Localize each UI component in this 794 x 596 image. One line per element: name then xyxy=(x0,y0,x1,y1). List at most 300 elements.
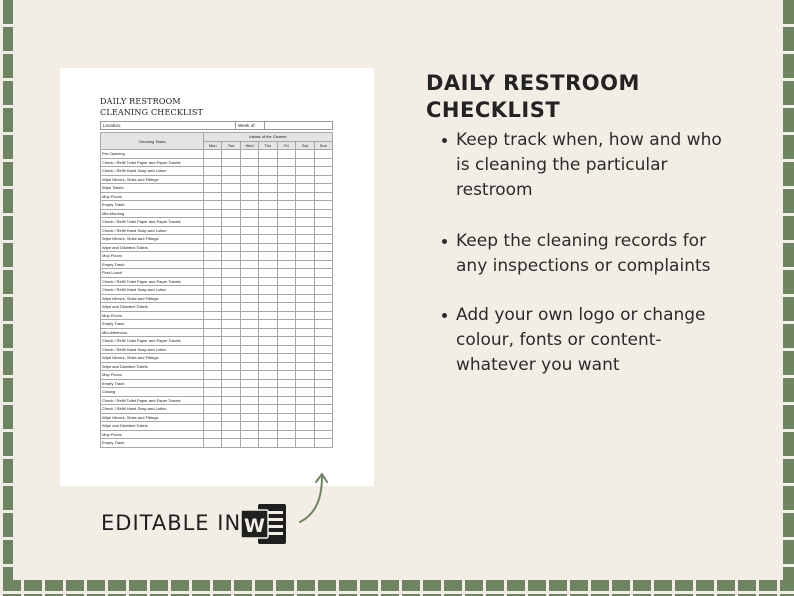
initials-cell[interactable] xyxy=(240,167,258,176)
initials-cell[interactable] xyxy=(259,235,277,244)
initials-cell[interactable] xyxy=(314,345,332,354)
task-label: Mop Floors xyxy=(101,252,204,261)
location-field xyxy=(155,122,235,129)
initials-cell[interactable] xyxy=(240,379,258,388)
initials-cell[interactable] xyxy=(296,226,314,235)
initials-cell[interactable] xyxy=(240,396,258,405)
initials-cell[interactable] xyxy=(222,158,240,167)
section-label: Mid-Afternoon xyxy=(101,328,204,337)
task-row xyxy=(101,201,333,210)
initials-cell[interactable] xyxy=(314,422,332,431)
feature-list xyxy=(440,128,740,378)
initials-cell[interactable] xyxy=(259,175,277,184)
initials-cell[interactable] xyxy=(259,150,277,159)
initials-cell[interactable] xyxy=(296,192,314,201)
initials-cell[interactable] xyxy=(204,311,222,320)
initials-cell[interactable] xyxy=(296,320,314,329)
initials-cell[interactable] xyxy=(259,192,277,201)
initials-cell[interactable] xyxy=(314,201,332,210)
task-row xyxy=(101,430,333,439)
initials-cell[interactable] xyxy=(222,371,240,380)
initials-cell[interactable] xyxy=(296,337,314,346)
task-row xyxy=(101,320,333,329)
initials-cell[interactable] xyxy=(259,218,277,227)
initials-cell[interactable] xyxy=(314,439,332,448)
initials-cell[interactable] xyxy=(222,184,240,193)
initials-cell[interactable] xyxy=(296,260,314,269)
initials-cell[interactable] xyxy=(204,192,222,201)
task-row xyxy=(101,294,333,303)
initials-cell[interactable] xyxy=(296,209,314,218)
initials-cell[interactable] xyxy=(296,303,314,312)
task-label: Wipe and Disinfect Toilets xyxy=(101,422,204,431)
initials-cell[interactable] xyxy=(296,311,314,320)
initials-cell[interactable] xyxy=(204,184,222,193)
initials-cell[interactable] xyxy=(314,379,332,388)
initials-cell[interactable] xyxy=(222,388,240,397)
task-row xyxy=(101,362,333,371)
initials-cell[interactable] xyxy=(259,252,277,261)
initials-cell[interactable] xyxy=(240,320,258,329)
initials-cell[interactable] xyxy=(277,243,295,252)
initials-cell[interactable] xyxy=(277,201,295,210)
initials-cell[interactable] xyxy=(204,303,222,312)
initials-cell[interactable] xyxy=(277,311,295,320)
initials-cell[interactable] xyxy=(277,303,295,312)
initials-cell[interactable] xyxy=(222,439,240,448)
initials-cell[interactable] xyxy=(240,405,258,414)
initials-cell[interactable] xyxy=(222,405,240,414)
initials-cell[interactable] xyxy=(222,337,240,346)
initials-cell[interactable] xyxy=(222,379,240,388)
initials-cell[interactable] xyxy=(314,354,332,363)
initials-cell[interactable] xyxy=(314,252,332,261)
initials-cell[interactable] xyxy=(222,345,240,354)
initials-cell[interactable] xyxy=(314,371,332,380)
initials-cell[interactable] xyxy=(277,413,295,422)
initials-cell[interactable] xyxy=(259,311,277,320)
initials-cell[interactable] xyxy=(259,430,277,439)
initials-cell[interactable] xyxy=(222,175,240,184)
initials-cell[interactable] xyxy=(296,328,314,337)
initials-cell[interactable] xyxy=(222,243,240,252)
initials-cell[interactable] xyxy=(204,362,222,371)
initials-cell[interactable] xyxy=(240,158,258,167)
week-field xyxy=(265,122,332,129)
initials-cell[interactable] xyxy=(277,371,295,380)
initials-cell[interactable] xyxy=(277,226,295,235)
initials-cell[interactable] xyxy=(222,286,240,295)
initials-cell[interactable] xyxy=(204,320,222,329)
initials-cell[interactable] xyxy=(314,192,332,201)
initials-cell[interactable] xyxy=(277,158,295,167)
initials-cell[interactable] xyxy=(277,269,295,278)
initials-cell[interactable] xyxy=(277,388,295,397)
initials-cell[interactable] xyxy=(296,218,314,227)
initials-cell[interactable] xyxy=(314,320,332,329)
initials-cell[interactable] xyxy=(240,354,258,363)
initials-cell[interactable] xyxy=(259,362,277,371)
initials-cell[interactable] xyxy=(240,218,258,227)
bullet-icon xyxy=(442,239,447,244)
initials-cell[interactable] xyxy=(296,243,314,252)
initials-cell[interactable] xyxy=(296,362,314,371)
initials-cell[interactable] xyxy=(204,379,222,388)
section-row xyxy=(101,328,333,337)
initials-cell[interactable] xyxy=(222,252,240,261)
initials-cell[interactable] xyxy=(240,371,258,380)
initials-cell[interactable] xyxy=(204,294,222,303)
initials-cell[interactable] xyxy=(204,286,222,295)
initials-cell[interactable] xyxy=(259,158,277,167)
initials-cell[interactable] xyxy=(204,396,222,405)
initials-cell[interactable] xyxy=(314,150,332,159)
initials-cell[interactable] xyxy=(296,345,314,354)
initials-cell[interactable] xyxy=(240,337,258,346)
initials-cell[interactable] xyxy=(277,345,295,354)
initials-cell[interactable] xyxy=(259,209,277,218)
initials-cell[interactable] xyxy=(204,235,222,244)
initials-cell[interactable] xyxy=(240,303,258,312)
task-row xyxy=(101,192,333,201)
initials-cell[interactable] xyxy=(277,362,295,371)
initials-cell[interactable] xyxy=(277,396,295,405)
task-label: Empty Trash xyxy=(101,379,204,388)
initials-cell[interactable] xyxy=(259,328,277,337)
initials-cell[interactable] xyxy=(204,337,222,346)
initials-cell[interactable] xyxy=(277,175,295,184)
initials-cell[interactable] xyxy=(240,345,258,354)
initials-cell[interactable] xyxy=(204,158,222,167)
initials-cell[interactable] xyxy=(204,345,222,354)
initials-cell[interactable] xyxy=(204,167,222,176)
initials-cell[interactable] xyxy=(259,379,277,388)
initials-cell[interactable] xyxy=(314,260,332,269)
initials-cell[interactable] xyxy=(222,277,240,286)
initials-cell[interactable] xyxy=(277,337,295,346)
section-row xyxy=(101,209,333,218)
initials-cell[interactable] xyxy=(259,345,277,354)
initials-cell[interactable] xyxy=(259,396,277,405)
task-label: Empty Trash xyxy=(101,439,204,448)
task-label: Wipe Toilets xyxy=(101,184,204,193)
initials-cell[interactable] xyxy=(314,175,332,184)
initials-cell[interactable] xyxy=(240,201,258,210)
initials-cell[interactable] xyxy=(296,277,314,286)
initials-cell[interactable] xyxy=(240,362,258,371)
initials-cell[interactable] xyxy=(296,175,314,184)
initials-cell[interactable] xyxy=(259,226,277,235)
initials-cell[interactable] xyxy=(222,303,240,312)
initials-cell[interactable] xyxy=(240,175,258,184)
initials-cell[interactable] xyxy=(296,150,314,159)
day-header: Mon xyxy=(204,141,222,150)
initials-cell[interactable] xyxy=(204,413,222,422)
initials-cell[interactable] xyxy=(222,396,240,405)
initials-cell[interactable] xyxy=(204,354,222,363)
initials-cell[interactable] xyxy=(204,175,222,184)
initials-cell[interactable] xyxy=(296,388,314,397)
feature-item xyxy=(440,303,740,378)
initials-cell[interactable] xyxy=(204,439,222,448)
initials-cell[interactable] xyxy=(314,209,332,218)
initials-cell[interactable] xyxy=(204,388,222,397)
tasks-header: Cleaning Tasks xyxy=(101,133,204,150)
initials-cell[interactable] xyxy=(222,294,240,303)
initials-cell[interactable] xyxy=(222,226,240,235)
initials-cell[interactable] xyxy=(222,167,240,176)
initials-cell[interactable] xyxy=(240,328,258,337)
initials-cell[interactable] xyxy=(296,413,314,422)
initials-cell[interactable] xyxy=(314,243,332,252)
initials-cell[interactable] xyxy=(204,218,222,227)
initials-cell[interactable] xyxy=(296,354,314,363)
initials-cell[interactable] xyxy=(314,158,332,167)
initials-cell[interactable] xyxy=(222,422,240,431)
day-header: Sun xyxy=(314,141,332,150)
initials-cell[interactable] xyxy=(277,235,295,244)
section-row xyxy=(101,269,333,278)
initials-cell[interactable] xyxy=(204,201,222,210)
initials-cell[interactable] xyxy=(296,184,314,193)
task-row xyxy=(101,439,333,448)
initials-cell[interactable] xyxy=(204,260,222,269)
initials-cell[interactable] xyxy=(296,439,314,448)
initials-cell[interactable] xyxy=(240,184,258,193)
task-row xyxy=(101,235,333,244)
bullet-icon xyxy=(442,313,447,318)
task-label: Wipe Mirrors, Sinks and Fittings xyxy=(101,235,204,244)
initials-cell[interactable] xyxy=(296,286,314,295)
feature-text: Add your own logo or change colour, fonts or content- whatever you want xyxy=(456,305,706,375)
initials-cell[interactable] xyxy=(222,260,240,269)
task-label: Check / Refill Hand Soap and Lotion xyxy=(101,286,204,295)
initials-cell[interactable] xyxy=(222,362,240,371)
initials-cell[interactable] xyxy=(222,209,240,218)
initials-cell[interactable] xyxy=(240,260,258,269)
initials-cell[interactable] xyxy=(314,184,332,193)
initials-cell[interactable] xyxy=(277,320,295,329)
task-label: Wipe and Disinfect Toilets xyxy=(101,243,204,252)
initials-cell[interactable] xyxy=(296,422,314,431)
initials-cell[interactable] xyxy=(204,150,222,159)
initials-cell[interactable] xyxy=(277,294,295,303)
initials-cell[interactable] xyxy=(222,354,240,363)
initials-cell[interactable] xyxy=(314,388,332,397)
initials-cell[interactable] xyxy=(259,354,277,363)
initials-cell[interactable] xyxy=(240,388,258,397)
initials-cell[interactable] xyxy=(314,167,332,176)
initials-cell[interactable] xyxy=(277,167,295,176)
initials-cell[interactable] xyxy=(240,439,258,448)
initials-cell[interactable] xyxy=(296,235,314,244)
initials-cell[interactable] xyxy=(314,286,332,295)
task-row xyxy=(101,158,333,167)
initials-cell[interactable] xyxy=(259,320,277,329)
task-label: Mop Floors xyxy=(101,192,204,201)
checklist-table xyxy=(100,132,333,448)
task-label: Wipe Mirrors, Sinks and Fittings xyxy=(101,175,204,184)
initials-cell[interactable] xyxy=(314,430,332,439)
initials-cell[interactable] xyxy=(314,362,332,371)
task-label: Check / Refill Toilet Paper and Paper Towels xyxy=(101,337,204,346)
initials-cell[interactable] xyxy=(240,269,258,278)
initials-cell[interactable] xyxy=(240,235,258,244)
initials-cell[interactable] xyxy=(259,337,277,346)
initials-cell[interactable] xyxy=(222,269,240,278)
initials-cell[interactable] xyxy=(277,439,295,448)
initials-cell[interactable] xyxy=(222,320,240,329)
initials-cell[interactable] xyxy=(222,192,240,201)
initials-cell[interactable] xyxy=(259,277,277,286)
initials-cell[interactable] xyxy=(277,354,295,363)
initials-cell[interactable] xyxy=(296,405,314,414)
task-row xyxy=(101,311,333,320)
initials-cell[interactable] xyxy=(259,388,277,397)
initials-cell[interactable] xyxy=(296,430,314,439)
initials-cell[interactable] xyxy=(204,209,222,218)
initials-cell[interactable] xyxy=(204,328,222,337)
initials-cell[interactable] xyxy=(314,405,332,414)
initials-cell[interactable] xyxy=(204,226,222,235)
initials-cell[interactable] xyxy=(296,201,314,210)
initials-cell[interactable] xyxy=(222,218,240,227)
initials-cell[interactable] xyxy=(314,294,332,303)
initials-cell[interactable] xyxy=(277,328,295,337)
initials-cell[interactable] xyxy=(240,430,258,439)
day-header: Fri xyxy=(277,141,295,150)
initials-cell[interactable] xyxy=(204,405,222,414)
initials-cell[interactable] xyxy=(240,243,258,252)
initials-cell[interactable] xyxy=(314,226,332,235)
initials-cell[interactable] xyxy=(222,430,240,439)
task-row xyxy=(101,371,333,380)
section-label: Mid-Morning xyxy=(101,209,204,218)
initials-cell[interactable] xyxy=(240,311,258,320)
initials-cell[interactable] xyxy=(240,422,258,431)
initials-cell[interactable] xyxy=(314,337,332,346)
initials-cell[interactable] xyxy=(240,277,258,286)
initials-cell[interactable] xyxy=(277,286,295,295)
initials-cell[interactable] xyxy=(240,294,258,303)
initials-cell[interactable] xyxy=(314,396,332,405)
initials-cell[interactable] xyxy=(259,167,277,176)
initials-cell[interactable] xyxy=(296,269,314,278)
initials-cell[interactable] xyxy=(240,413,258,422)
initials-cell[interactable] xyxy=(314,328,332,337)
initials-cell[interactable] xyxy=(259,243,277,252)
initials-cell[interactable] xyxy=(296,252,314,261)
task-row xyxy=(101,243,333,252)
initials-cell[interactable] xyxy=(259,303,277,312)
initials-cell[interactable] xyxy=(277,192,295,201)
initials-cell[interactable] xyxy=(240,286,258,295)
task-label: Mop Floors xyxy=(101,430,204,439)
task-row xyxy=(101,413,333,422)
initials-cell[interactable] xyxy=(277,218,295,227)
initials-cell[interactable] xyxy=(259,294,277,303)
initials-cell[interactable] xyxy=(240,226,258,235)
initials-cell[interactable] xyxy=(259,201,277,210)
initials-cell[interactable] xyxy=(277,150,295,159)
initials-cell[interactable] xyxy=(240,209,258,218)
day-header: Tue xyxy=(222,141,240,150)
initials-cell[interactable] xyxy=(277,430,295,439)
editable-in-label: EDITABLE IN xyxy=(101,511,242,535)
initials-cell[interactable] xyxy=(277,252,295,261)
section-label: Pre-Opening xyxy=(101,150,204,159)
initials-cell[interactable] xyxy=(296,167,314,176)
initials-cell[interactable] xyxy=(314,269,332,278)
initials-cell[interactable] xyxy=(204,371,222,380)
initials-cell[interactable] xyxy=(222,235,240,244)
task-label: Wipe and Disinfect Toilets xyxy=(101,303,204,312)
initials-cell[interactable] xyxy=(296,379,314,388)
initials-cell[interactable] xyxy=(277,209,295,218)
document-meta-row xyxy=(100,121,333,130)
initials-cell[interactable] xyxy=(204,430,222,439)
initials-cell[interactable] xyxy=(314,277,332,286)
initials-cell[interactable] xyxy=(204,422,222,431)
initials-cell[interactable] xyxy=(314,235,332,244)
task-label: Check / Refill Toilet Paper and Paper Towels xyxy=(101,218,204,227)
day-header: Sat xyxy=(296,141,314,150)
initials-cell[interactable] xyxy=(314,218,332,227)
initials-cell[interactable] xyxy=(314,303,332,312)
initials-cell[interactable] xyxy=(259,286,277,295)
initials-cell[interactable] xyxy=(277,422,295,431)
initials-cell[interactable] xyxy=(296,396,314,405)
initials-cell[interactable] xyxy=(204,277,222,286)
initials-cell[interactable] xyxy=(240,192,258,201)
initials-cell[interactable] xyxy=(204,252,222,261)
initials-cell[interactable] xyxy=(277,184,295,193)
document-preview xyxy=(60,68,374,486)
initials-cell[interactable] xyxy=(259,413,277,422)
document-title-line1: DAILY RESTROOM xyxy=(100,97,181,106)
initials-cell[interactable] xyxy=(277,405,295,414)
initials-cell[interactable] xyxy=(314,311,332,320)
initials-cell[interactable] xyxy=(277,277,295,286)
initials-cell[interactable] xyxy=(240,252,258,261)
initials-cell[interactable] xyxy=(259,184,277,193)
initials-cell[interactable] xyxy=(277,260,295,269)
initials-cell[interactable] xyxy=(204,269,222,278)
initials-cell[interactable] xyxy=(222,311,240,320)
section-label: Post-Lunch xyxy=(101,269,204,278)
initials-cell[interactable] xyxy=(259,371,277,380)
initials-cell[interactable] xyxy=(222,150,240,159)
initials-cell[interactable] xyxy=(222,201,240,210)
task-label: Wipe Mirrors, Sinks and Fittings xyxy=(101,354,204,363)
initials-cell[interactable] xyxy=(222,413,240,422)
initials-cell[interactable] xyxy=(240,150,258,159)
initials-cell[interactable] xyxy=(204,243,222,252)
initials-cell[interactable] xyxy=(296,294,314,303)
initials-cell[interactable] xyxy=(259,269,277,278)
initials-cell[interactable] xyxy=(296,158,314,167)
initials-cell[interactable] xyxy=(314,413,332,422)
initials-cell[interactable] xyxy=(259,422,277,431)
task-row xyxy=(101,422,333,431)
initials-cell[interactable] xyxy=(259,439,277,448)
initials-cell[interactable] xyxy=(296,371,314,380)
initials-cell[interactable] xyxy=(222,328,240,337)
initials-cell[interactable] xyxy=(259,405,277,414)
bullet-icon xyxy=(442,138,447,143)
initials-cell[interactable] xyxy=(259,260,277,269)
initials-cell[interactable] xyxy=(277,379,295,388)
